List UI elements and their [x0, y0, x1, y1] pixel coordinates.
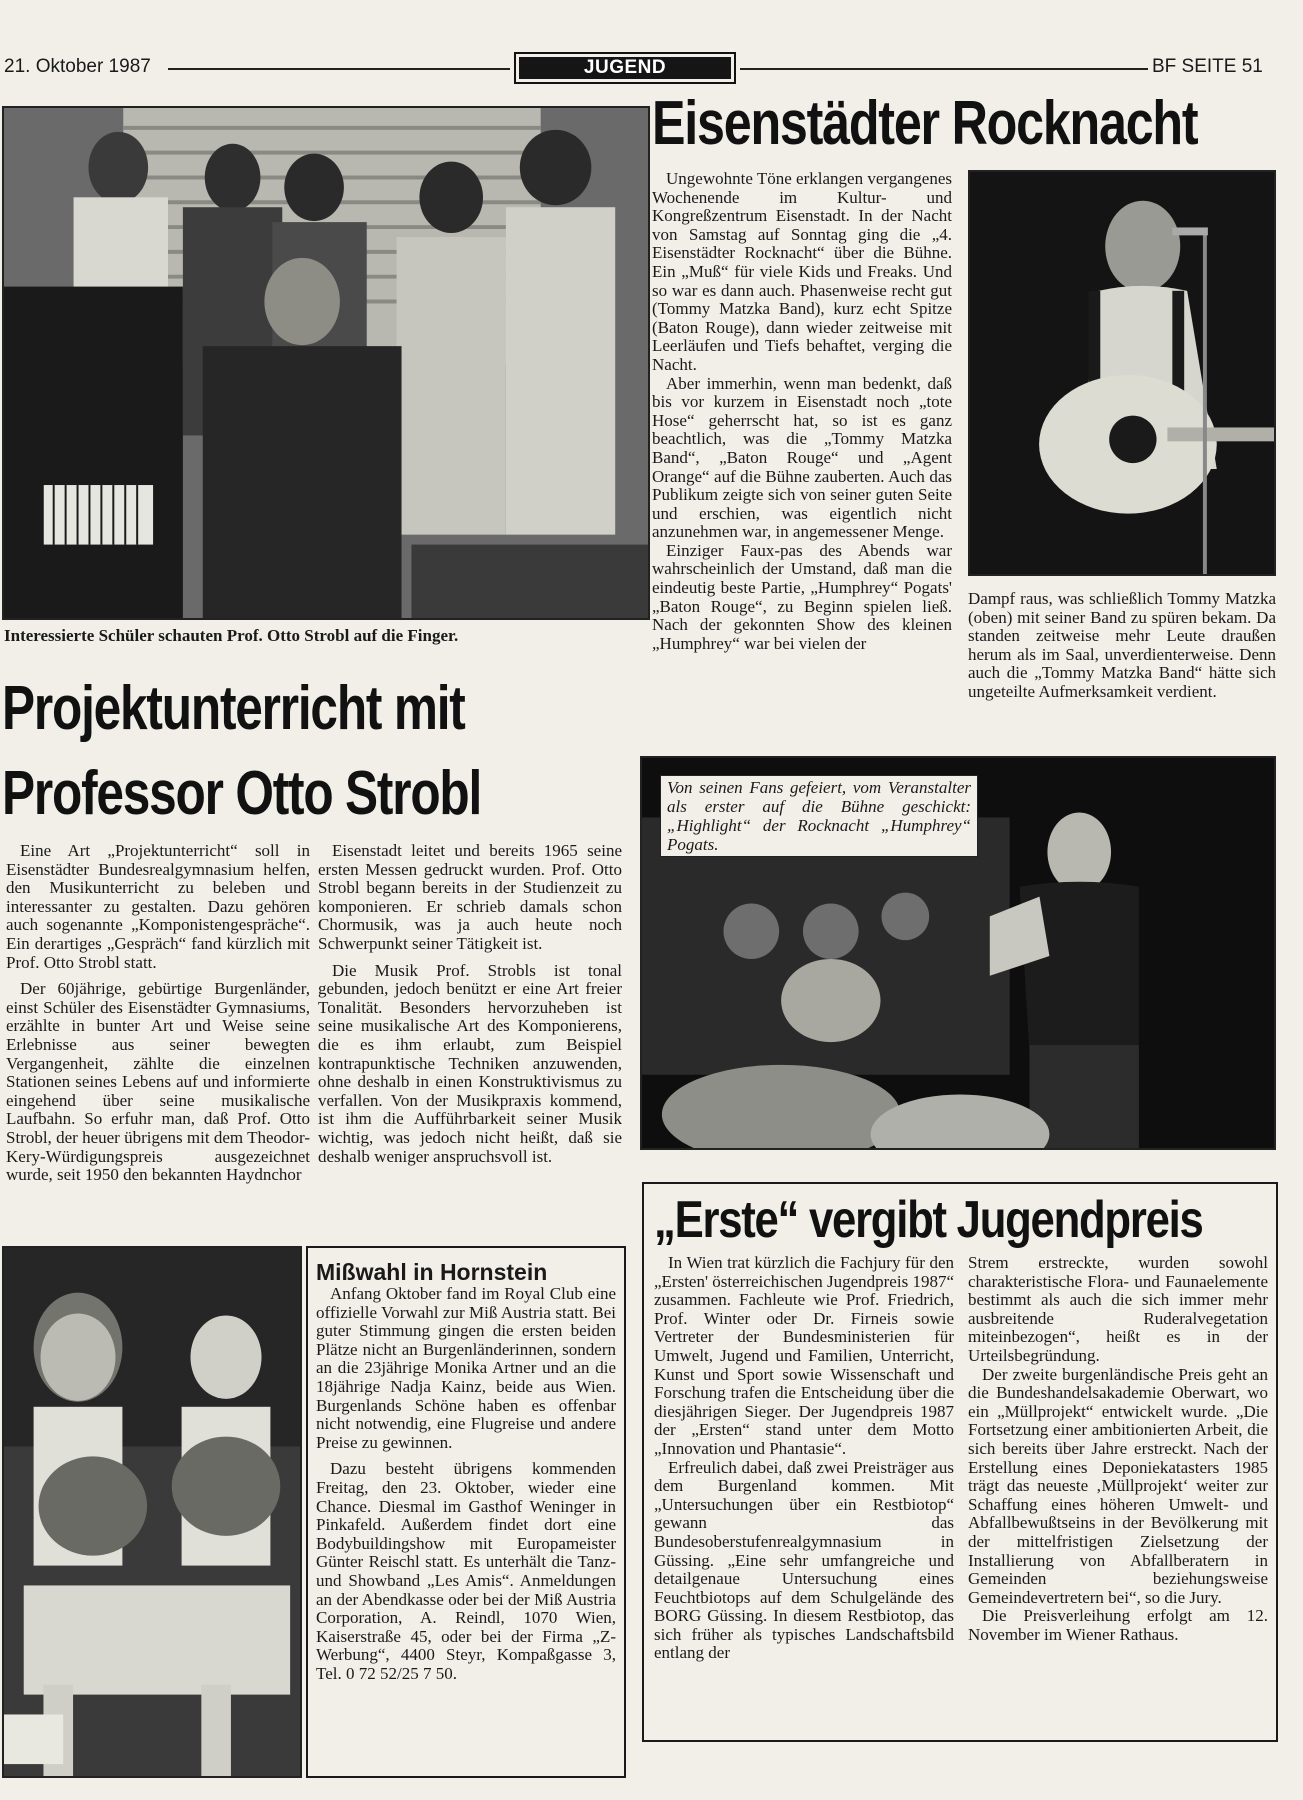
misswahl-para2: Dazu besteht übrigens kommenden Freitag, den 23. Oktober, wieder eine Chance. Diesmal im Gasthof Weninger in Pinkafeld. Außerdem findet dort eine Bodybuildingshow mit Europameister Günter Reischl statt. Es unterhält die Tanz- und Showband „Les Amis“. Anmeldungen an der Abendkasse oder bei der Miß Austria Corporation, A. Reindl, 1070 Wien, Kaiserstraße 45, oder bei der Firma „Z-Werbung“, 4400 Steyr, Kompaßgasse 3, Tel. 0 72 52/25 7 50.	[316, 1459, 616, 1683]
rocknacht-headline: Eisenstädter Rocknacht	[652, 89, 1198, 158]
piano-lesson-photo	[2, 106, 650, 620]
jugendpreis-para3: Strem erstreckte, wurden sowohl charakteristische Flora- und Faunaelemente bestimmt als auch die sich immer mehr ausbreitende Ruderalvegetation miteinbezogen“, heißt es in der Urteilsbegründung.	[968, 1253, 1268, 1365]
tommy-matzka-photo	[968, 170, 1276, 576]
rocknacht-col-right	[968, 590, 1276, 702]
jugendpreis-headline: „Erste“ vergibt Jugendpreis	[654, 1191, 1203, 1249]
jugendpreis-col-left	[654, 1254, 954, 1663]
strobl-headline-line2: Professor Otto Strobl	[2, 759, 482, 828]
section-label: JUGEND	[519, 57, 731, 79]
issue-date: 21. Oktober 1987	[4, 56, 151, 77]
piano-lesson-image	[4, 108, 648, 618]
header-rule-right	[740, 68, 1148, 70]
rocknacht-para4: Dampf raus, was schließlich Tommy Matzka (oben) mit seiner Band zu spüren bekam. Da standen zeitweise mehr Leute draußen herum als im Saal, unverdienterweise. Denn auch die „Tommy Matzka Band“ hätte sich ungeteilte Aufmerksamkeit verdient.	[968, 589, 1276, 701]
rocknacht-para2: Aber immerhin, wenn man bedenkt, daß bis vor kurzem in Eisenstadt noch „tote Hose“ geherrscht hat, so ist es ganz beachtlich, was die „Tommy Matzka Band“, „Baton Rouge“ und „Agent Orange“ auf die Bühne zauberten. Auch das Publikum zeigte sich von seiner guten Seite und erschien, was eigentlich nicht anzunehmen war, in angemessener Menge.	[652, 373, 952, 542]
misswahl-title: Mißwahl in Hornstein	[316, 1259, 548, 1285]
misswahl-photo	[2, 1246, 302, 1778]
jugendpreis-para2: Erfreulich dabei, daß zwei Preisträger aus dem Burgenland kommen. Mit „Untersuchungen über ein Restbiotop“ gewann das Bundesoberstufenrealgymnasium in Güssing. „Eine sehr umfangreiche und detailgenaue Untersuchung eines Feuchtbiotops auf dem Schulgelände des BORG Güssing. In diesem Restbiotop, das sich früher als typisches Landschaftsbild entlang der	[654, 1457, 954, 1663]
humphrey-photo-caption: Von seinen Fans gefeiert, vom Veranstalter als erster auf die Bühne geschickt: „Highlight“ der Rocknacht „Humphrey“ Pogats.	[660, 775, 978, 857]
jugendpreis-para4: Der zweite burgenländische Preis geht an die Bundeshandelsakademie Oberwart, wo ein „Müllprojekt“ entwickelt wurde. „Die Fortsetzung einer ambitionierten Arbeit, die sich bereits über Jahre erstreckt. Nach der Erstellung eines Deponiekatasters 1985 trägt das neueste ‚Müllprojekt‘ weiter zur Schaffung eines höheren Umwelt- und Abfallbewußtseins in der Bevölkerung mit der mittelfristigen Zielsetzung der Installierung von Abfallberatern in Gemeinden beziehungsweise Gemeindevertretern bei“, so die Jury.	[968, 1364, 1268, 1607]
page-number: BF SEITE 51	[1152, 56, 1263, 77]
strobl-col1-para2: Der 60jährige, gebürtige Burgenländer, einst Schüler des Eisenstädter Gymnasiums, erzählte in bunter Art und Weise seine Erlebnisse aus seiner bewegten Vergangenheit, zählte die einzelnen Stationen seines Lebens auf und informierte eingehend über seine musikalische Laufbahn. So erfuhr man, daß Prof. Otto Strobl, der heuer übrigens mit dem Theodor-Kery-Würdigungspreis ausgezeichnet wurde, seit 1950 den bekannten Haydnchor	[6, 979, 310, 1185]
header-rule-left	[168, 68, 510, 70]
strobl-headline-line1: Projektunterricht mit	[2, 674, 465, 743]
beauty-queens-image	[4, 1248, 300, 1776]
strobl-col2-para2: Die Musik Prof. Strobls ist tonal gebunden, jedoch benützt er eine Art freier Tonalität. Besonders hervorzuheben ist seine musikalische Art des Komponierens, die es ihm erlaubt, zum Beispiel kontrapunktische Techniken anzuwenden, ohne deshalb in einen Konstruktivismus zu verfallen. Von der Musikpraxis kommend, ist ihm die Aufführbarkeit seiner Musik wichtig, was jedoch nicht heißt, daß sie deshalb weniger anspruchsvoll ist.	[318, 960, 622, 1166]
guitarist-image	[970, 172, 1274, 574]
rocknacht-col-left	[652, 170, 952, 653]
strobl-col2-para1: Eisenstadt leitet und bereits 1965 seine ersten Messen gedruckt wurden. Prof. Otto Strobl begann bereits in der Studienzeit zu komponieren. Er schrieb damals schon Chormusik, was ja auch heute noch Schwerpunkt seiner Tätigkeit ist.	[318, 841, 622, 953]
jugendpreis-para1: In Wien trat kürzlich die Fachjury für den „Ersten' österreichischen Jugendpreis 1987“ zusammen. Fachleute wie Prof. Friedrich, Prof. Winter oder Dr. Firneis sowie Vertreter der Bundesministerien für Umwelt, Jugend und Familien, Unterricht, Kunst und Sport sowie Wissenschaft und Forschung trafen die Entscheidung über die diesjährigen Sieger. Der Jugendpreis 1987 der „Ersten“ stand unter dem Motto „Innovation und Phantasie“.	[654, 1253, 954, 1458]
section-label-box	[514, 52, 736, 84]
strobl-article-col2	[318, 842, 622, 1166]
strobl-article-col1	[6, 842, 310, 1185]
jugendpreis-col-right	[968, 1254, 1268, 1644]
piano-photo-caption: Interessierte Schüler schauten Prof. Otto Strobl auf die Finger.	[4, 626, 459, 645]
rocknacht-para1: Ungewohnte Töne erklangen vergangenes Wochenende im Kultur- und Kongreßzentrum Eisenstadt. In der Nacht von Samstag auf Sonntag ging die „4. Eisenstädter Rocknacht“ über die Bühne. Ein „Muß“ für viele Kids und Freaks. Und so war es dann auch. Phasenweise recht gut (Tommy Matzka Band), kurz echt Spitze (Baton Rouge), dann wieder zeitweise mit Leerläufen und Tiefs behaftet, verging die Nacht.	[652, 169, 952, 374]
jugendpreis-para5: Die Preisverleihung erfolgt am 12. November im Wiener Rathaus.	[968, 1606, 1268, 1644]
misswahl-article	[316, 1285, 616, 1683]
rocknacht-para3: Einziger Faux-pas des Abends war wahrscheinlich der Umstand, daß man die eindeutig beste Partie, „Humphrey“ Pogats' „Baton Rouge“, zu Beginn spielen ließ. Nach der gekonnten Show des kleinen „Humphrey“ war bei vielen der	[652, 540, 952, 653]
strobl-col1-para1: Eine Art „Projektunterricht“ soll in Eisenstädter Bundesrealgymnasium helfen, den Musikunterricht zu beleben und interessanter zu gestalten. Dazu gehören auch sogenannte „Komponistengespräche“. Ein derartiges „Gespräch“ fand kürzlich mit Prof. Otto Strobl statt.	[6, 841, 310, 972]
misswahl-para1: Anfang Oktober fand im Royal Club eine offizielle Vorwahl zur Miß Austria statt. Bei guter Stimmung gingen die ersten beiden Plätze nicht an Burgenländerinnen, sondern an die 23jährige Monika Artner und an die 18jährige Nadja Kainz, beide aus Wien. Burgenlands Schöne haben es offenbar nicht notwendig, eine Flugreise und andere Preise zu gewinnen.	[316, 1284, 616, 1452]
